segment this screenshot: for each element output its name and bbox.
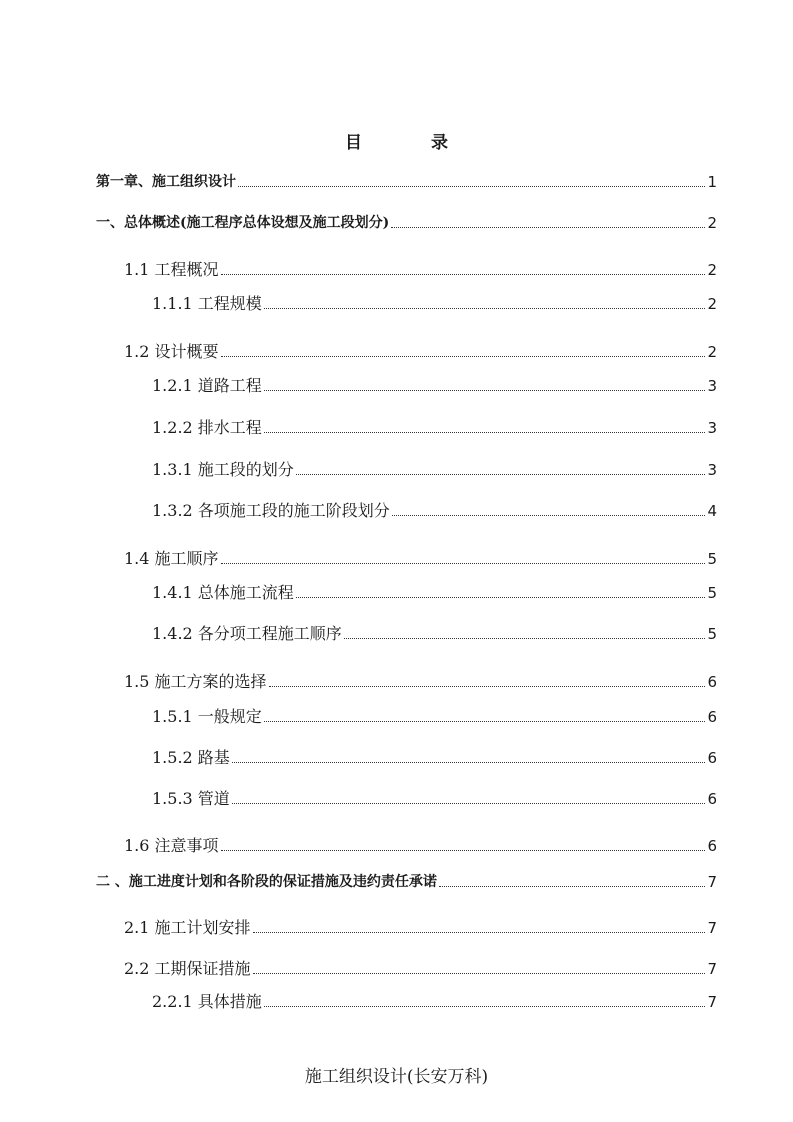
toc-leader-dots [264, 308, 706, 309]
toc-leader-dots [221, 850, 706, 851]
toc-leader-dots [232, 762, 706, 763]
toc-entry-label: 1.5.2 路基 [152, 748, 230, 767]
toc-entry-page: 6 [707, 749, 717, 767]
toc-entry-page: 3 [707, 461, 717, 479]
toc-entry-1-6[interactable] [124, 832, 717, 856]
toc-entry-1-5[interactable] [124, 668, 717, 692]
toc-entry-1-1-1[interactable] [152, 290, 717, 314]
toc-entry-page: 7 [707, 919, 717, 937]
toc-leader-dots [344, 638, 706, 639]
toc-entry-page: 6 [707, 790, 717, 808]
toc-entry-label: 2.2 工期保证措施 [124, 959, 251, 978]
toc-leader-dots [232, 803, 706, 804]
toc-entry-label: 1.5.1 一般规定 [152, 707, 262, 726]
toc-leader-dots [296, 597, 706, 598]
toc-entry-1-2-1[interactable] [152, 372, 717, 396]
toc-entry-page: 3 [707, 377, 717, 395]
toc-entry-page: 6 [707, 837, 717, 855]
toc-entry-label: 1.1 工程概况 [124, 260, 219, 279]
toc-leader-dots [264, 390, 706, 391]
toc-entry-label: 第一章、施工组织设计 [96, 174, 236, 190]
toc-entry-page: 2 [707, 295, 717, 313]
toc-entry-page: 3 [707, 419, 717, 437]
toc-entry-label: 2.1 施工计划安排 [124, 918, 251, 937]
toc-leader-dots [296, 474, 706, 475]
toc-entry-chapter-1[interactable] [96, 168, 717, 192]
page-title: 目 录 [345, 133, 474, 153]
toc-entry-label: 1.6 注意事项 [124, 836, 219, 855]
toc-leader-dots [253, 973, 706, 974]
toc-leader-dots [392, 515, 706, 516]
toc-entry-1-3-1[interactable] [152, 456, 717, 480]
toc-entry-label: 1.5.3 管道 [152, 789, 230, 808]
toc-entry-1-5-1[interactable] [152, 703, 717, 727]
toc-entry-1-2-2[interactable] [152, 414, 717, 438]
toc-entry-1-3-2[interactable] [152, 497, 717, 521]
toc-leader-dots [238, 186, 705, 187]
toc-entry-page: 6 [707, 708, 717, 726]
toc-entry-page: 5 [707, 584, 717, 602]
toc-leader-dots [253, 932, 706, 933]
toc-leader-dots [264, 721, 706, 722]
toc-entry-2-2[interactable] [124, 955, 717, 979]
toc-leader-dots [221, 563, 706, 564]
toc-entry-1-2[interactable] [124, 338, 717, 362]
toc-entry-label: 一、总体概述(施工程序总体设想及施工段划分) [96, 215, 390, 231]
toc-entry-page: 5 [707, 625, 717, 643]
toc-entry-1-5-3[interactable] [152, 785, 717, 809]
toc-entry-1-4[interactable] [124, 545, 717, 569]
toc-entry-label: 1.3.1 施工段的划分 [152, 460, 294, 479]
toc-entry-page: 4 [707, 502, 717, 520]
toc-entry-section-1[interactable] [96, 209, 717, 233]
toc-entry-label: 1.4.2 各分项工程施工顺序 [152, 624, 342, 643]
toc-entry-page: 2 [707, 261, 717, 279]
toc-entry-page: 6 [707, 673, 717, 691]
toc-entry-page: 7 [707, 993, 717, 1011]
toc-leader-dots [269, 686, 706, 687]
toc-leader-dots [264, 1006, 706, 1007]
toc-entry-label: 1.5 施工方案的选择 [124, 672, 267, 691]
toc-entry-section-2[interactable] [96, 868, 717, 892]
toc-entry-page: 7 [707, 873, 717, 891]
toc-leader-dots [439, 886, 706, 887]
toc-entry-label: 1.2.2 排水工程 [152, 418, 262, 437]
toc-leader-dots [221, 274, 706, 275]
toc-entry-label: 2.2.1 具体措施 [152, 992, 262, 1011]
toc-entry-page: 7 [707, 960, 717, 978]
toc-entry-1-1[interactable] [124, 256, 717, 280]
toc-entry-page: 2 [707, 214, 717, 232]
toc-entry-1-4-1[interactable] [152, 579, 717, 603]
toc-entry-page: 2 [707, 343, 717, 361]
toc-entry-page: 1 [707, 173, 717, 191]
toc-entry-2-2-1[interactable] [152, 988, 717, 1012]
toc-entry-label: 1.4.1 总体施工流程 [152, 583, 294, 602]
toc-entry-label: 1.1.1 工程规模 [152, 294, 262, 313]
toc-entry-page: 5 [707, 550, 717, 568]
toc-entry-label: 1.4 施工顺序 [124, 549, 219, 568]
toc-entry-label: 1.3.2 各项施工段的施工阶段划分 [152, 501, 390, 520]
toc-entry-1-5-2[interactable] [152, 744, 717, 768]
toc-leader-dots [221, 356, 706, 357]
toc-leader-dots [391, 227, 705, 228]
toc-entry-label: 1.2.1 道路工程 [152, 376, 262, 395]
toc-entry-2-1[interactable] [124, 914, 717, 938]
toc-entry-1-4-2[interactable] [152, 620, 717, 644]
toc-entry-label: 二 、施工进度计划和各阶段的保证措施及违约责任承诺 [96, 874, 437, 890]
toc-entry-label: 1.2 设计概要 [124, 342, 219, 361]
page-footer: 施工组织设计(长安万科) [304, 1067, 489, 1087]
toc-leader-dots [264, 432, 706, 433]
